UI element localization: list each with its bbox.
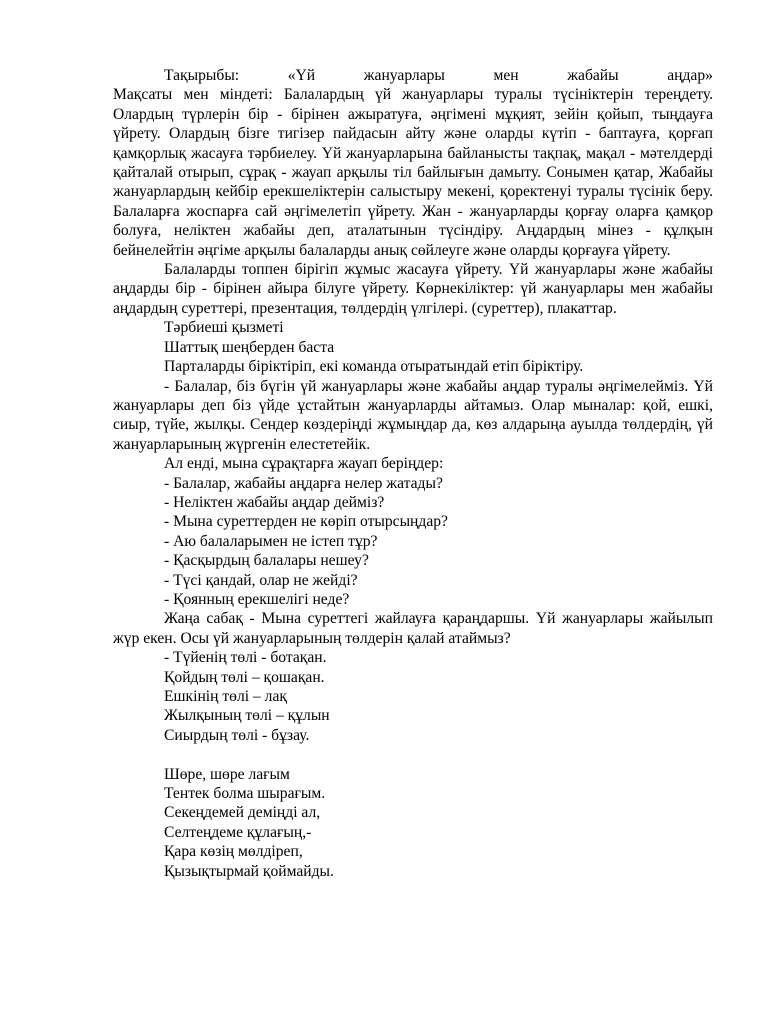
poem-line: Секеңдемей деміңді ал,: [164, 804, 321, 822]
pairing-line: Парталарды біріктіріп, екі команда отыратындай етіп біріктіру.: [164, 358, 584, 376]
poem-line: Селтеңдеме құлағың,-: [164, 823, 312, 841]
answer-prompt: Ал енді, мына сұрақтарға жауап беріңдер:: [164, 455, 444, 473]
young-animal-item: Жылқының төлі – құлын: [164, 707, 330, 725]
young-animal-item: - Түйенің төлі - ботақан.: [164, 649, 327, 667]
question-item: - Аю балаларымен не істеп тұр?: [164, 532, 378, 550]
young-animal-item: Сиырдың төлі - бұзау.: [164, 726, 310, 744]
question-item: - Мына суреттерден не көріп отырсыңдар?: [164, 513, 448, 531]
document-page: [113, 66, 713, 881]
title-word: жабайы: [567, 67, 619, 84]
circle-line: Шаттық шеңберден баста: [164, 338, 335, 356]
young-animal-item: Қойдың төлі – қошақан.: [164, 668, 325, 686]
question-item: - Қоянның ерекшелігі неде?: [164, 590, 350, 608]
poem-line: Шөре, шөре лағым: [164, 765, 290, 783]
question-item: - Қасқырдың балалары нешеу?: [164, 552, 369, 570]
title-word: «Үй: [287, 67, 316, 84]
title-word: жануарлары: [363, 67, 445, 84]
intro-paragraph: - Балалар, біз бүгін үй жануарлары және жабайы аңдар туралы әңгімелейміз. Үй жануарлары деп біз үйде ұстайтын жануарларды айтамыз. Олар мыналар: қой, ешкі, сиыр, түйе, жылқы. Сендер көздеріңді жұмыңдар да, көз алдарыңа ауылда төлдердің, үй жануарларының жүргенін елестетейік.: [113, 377, 713, 453]
question-item: - Неліктен жабайы аңдар дейміз?: [164, 493, 385, 511]
blank-line: [113, 745, 713, 764]
title-word: аңдар»: [667, 67, 713, 84]
title-line: [113, 66, 713, 85]
young-animal-item: Ешкінің төлі – лақ: [164, 688, 287, 705]
young-animals-list: [113, 648, 713, 745]
question-list: [113, 474, 713, 610]
question-item: - Балалар, жабайы аңдарға нелер жатады?: [164, 474, 443, 492]
new-lesson-paragraph: Жаңа сабақ - Мына суреттегі жайлауға қараңдаршы. Үй жануарлары жайылып жүр екен. Осы үй жануарларының төлдерін қалай атаймыз?: [113, 610, 713, 647]
poem-line: Қара көзің мөлдіреп,: [164, 843, 303, 861]
poem: [113, 765, 713, 881]
title-word: мен: [493, 67, 519, 84]
question-item: - Түсі қандай, олар не жейді?: [164, 571, 358, 589]
poem-line: Қызықтырмай қоймайды.: [164, 862, 334, 880]
title-label: Тақырыбы:: [164, 67, 240, 84]
purpose-paragraph: Мақсаты мен міндеті: Балалардың үй жануарлары туралы түсініктерін тереңдету. Олардың түрлерін бір - бірінен ажыратуға, әңгімені мұқият, зейін қойып, тыңдауға үйрету. Олардың бізге тигізер пайдасын айту және оларды күтіп - баптауға, қорғап қамқорлық жасауға тәрбиелеу. Үй жануарларына байланысты тақпақ, мақал - мәтелдерді қайталай отырып, сұрақ - жауап арқылы тіл байлығын дамыту. Сонымен қатар, Жабайы жануарлардың кейбір ерекшеліктерін салыстыру мекені, қоректенуі туралы түсінік беру. Балаларға жоспарға сай әңгімелетіп үйрету. Жан - жануарларды қорғау оларға қамқор болуға, неліктен жабайы деп, аталатынын түсіндіру. Аңдардың мінез - құлқын бейнелейтін әңгіме арқылы балаларды анық сөйлеуге және оларды қорғауға үйрету.: [113, 86, 713, 259]
group-work-paragraph: Балаларды топпен бірігіп жұмыс жасауға үйрету. Үй жануарлары және жабайы аңдарды бір - бірінен айыра білуге үйрету. Көрнекіліктер: үй жануарлары мен жабайы аңдардың суреттері, презентация, төлдердің үлгілері. (суреттер), плакаттар.: [113, 261, 713, 317]
poem-line: Тентек болма шырағым.: [164, 785, 326, 803]
teacher-heading: Тәрбиеші қызметі: [164, 319, 284, 337]
